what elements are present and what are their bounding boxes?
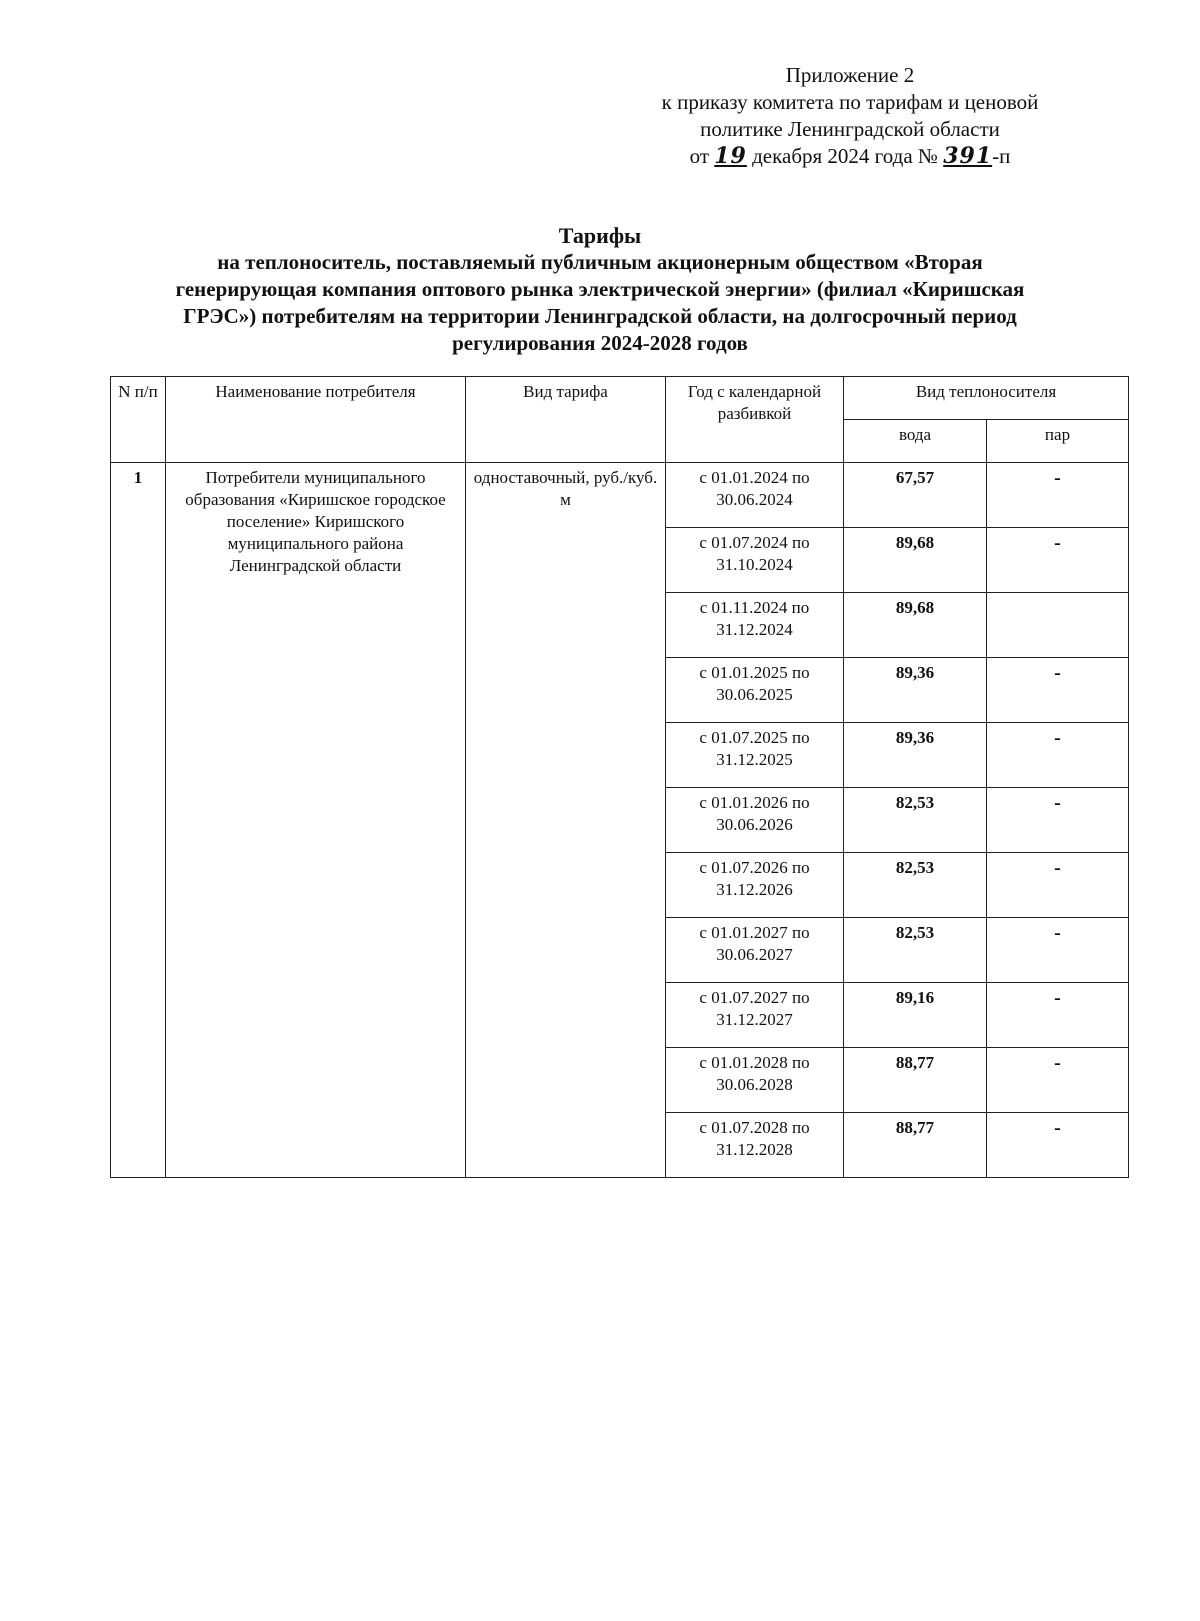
steam-value: - — [987, 918, 1129, 983]
title-line-3: ГРЭС») потребителям на территории Ленинградской области, на долгосрочный период — [183, 304, 1017, 328]
header-number: N п/п — [111, 377, 166, 463]
appendix-date-line — [560, 143, 1140, 170]
period-cell: с 01.01.2025 по 30.06.2025 — [666, 658, 844, 723]
entry-consumer: Потребители муниципального образования «Киришское городское поселение» Киришского муниципального района Ленинградской области — [166, 463, 466, 1178]
water-value: 89,16 — [844, 983, 987, 1048]
steam-value — [987, 593, 1129, 658]
header-water: вода — [844, 420, 987, 463]
title-line-4: регулирования 2024-2028 годов — [452, 331, 748, 355]
water-value: 82,53 — [844, 788, 987, 853]
title-main: Тарифы — [558, 223, 642, 248]
water-value: 82,53 — [844, 918, 987, 983]
appendix-header — [560, 62, 1140, 170]
steam-value: - — [987, 983, 1129, 1048]
title-line-2: генерирующая компания оптового рынка электрической энергии» (филиал «Киришская — [175, 277, 1025, 301]
handwritten-day: 19 — [714, 143, 747, 169]
header-period: Год с календарной разбивкой — [666, 377, 844, 463]
document-title — [100, 222, 1100, 357]
date-prefix: от — [689, 144, 715, 168]
header-consumer: Наименование потребителя — [166, 377, 466, 463]
period-cell: с 01.01.2028 по 30.06.2028 — [666, 1048, 844, 1113]
order-suffix: -п — [992, 144, 1011, 168]
period-cell: с 01.07.2027 по 31.12.2027 — [666, 983, 844, 1048]
water-value: 88,77 — [844, 1113, 987, 1178]
appendix-committee: политике Ленинградской области — [700, 117, 1000, 141]
steam-value: - — [987, 463, 1129, 528]
steam-value: - — [987, 1113, 1129, 1178]
appendix-order-ref: к приказу комитета по тарифам и ценовой — [661, 90, 1039, 114]
steam-value: - — [987, 853, 1129, 918]
water-value: 89,36 — [844, 658, 987, 723]
steam-value: - — [987, 658, 1129, 723]
period-cell: с 01.07.2026 по 31.12.2026 — [666, 853, 844, 918]
entry-tariff-type: одноставочный, руб./куб. м — [466, 463, 666, 1178]
period-cell: с 01.07.2024 по 31.10.2024 — [666, 528, 844, 593]
water-value: 89,68 — [844, 528, 987, 593]
entry-number: 1 — [111, 463, 166, 1178]
date-middle: декабря 2024 года № — [746, 144, 944, 168]
water-value: 89,36 — [844, 723, 987, 788]
tariff-table-body — [111, 463, 1129, 1178]
period-cell: с 01.07.2028 по 31.12.2028 — [666, 1113, 844, 1178]
period-cell: с 01.01.2024 по 30.06.2024 — [666, 463, 844, 528]
water-value: 88,77 — [844, 1048, 987, 1113]
period-cell: с 01.11.2024 по 31.12.2024 — [666, 593, 844, 658]
steam-value: - — [987, 1048, 1129, 1113]
appendix-number: Приложение 2 — [785, 63, 915, 87]
title-line-1: на теплоноситель, поставляемый публичным акционерным обществом «Вторая — [217, 250, 983, 274]
header-coolant-type: Вид теплоносителя — [844, 377, 1129, 420]
period-cell: с 01.01.2027 по 30.06.2027 — [666, 918, 844, 983]
water-value: 89,68 — [844, 593, 987, 658]
tariff-table — [110, 376, 1129, 1178]
handwritten-order-number: 391 — [943, 143, 993, 169]
period-cell: с 01.01.2026 по 30.06.2026 — [666, 788, 844, 853]
header-tariff-type: Вид тарифа — [466, 377, 666, 463]
water-value: 67,57 — [844, 463, 987, 528]
steam-value: - — [987, 723, 1129, 788]
water-value: 82,53 — [844, 853, 987, 918]
header-steam: пар — [987, 420, 1129, 463]
steam-value: - — [987, 528, 1129, 593]
steam-value: - — [987, 788, 1129, 853]
table-row — [111, 463, 1129, 528]
period-cell: с 01.07.2025 по 31.12.2025 — [666, 723, 844, 788]
